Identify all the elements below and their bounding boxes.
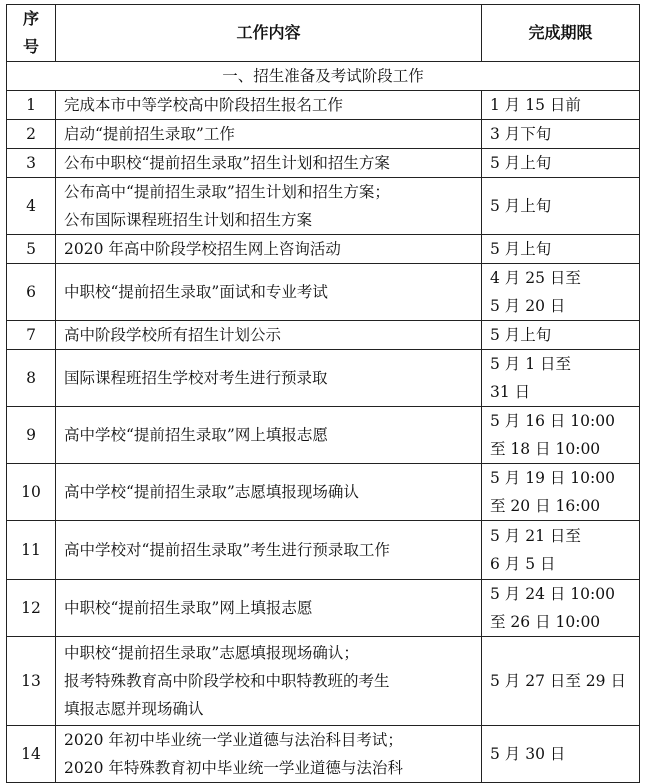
deadline-line: 5 月 30 日 <box>490 745 566 763</box>
task-line: 高中阶段学校所有招生计划公示 <box>64 326 282 344</box>
deadline-line: 5 月 24 日 10:00 <box>490 585 615 603</box>
deadline-line: 5 月上旬 <box>490 326 552 344</box>
row-number: 8 <box>7 350 56 407</box>
row-number: 2 <box>7 120 56 149</box>
row-deadline <box>482 350 640 407</box>
task-line: 2020 年高中阶段学校招生网上咨询活动 <box>64 240 341 258</box>
section-title: 一、招生准备及考试阶段工作 <box>7 62 640 91</box>
row-deadline <box>482 407 640 464</box>
deadline-line: 5 月 16 日 10:00 <box>490 412 615 430</box>
table-row <box>7 464 640 521</box>
row-number: 11 <box>7 521 56 580</box>
row-number: 9 <box>7 407 56 464</box>
section-row <box>7 62 640 91</box>
task-line: 中职校“提前招生录取”志愿填报现场确认； <box>64 644 359 662</box>
task-line: 中职校“提前招生录取”网上填报志愿 <box>64 599 313 617</box>
row-deadline <box>482 264 640 321</box>
row-number: 10 <box>7 464 56 521</box>
task-line: 报考特殊教育高中阶段学校和中职特教班的考生 <box>64 672 390 690</box>
deadline-line: 5 月 19 日 10:00 <box>490 469 615 487</box>
row-number: 6 <box>7 264 56 321</box>
table-row <box>7 178 640 235</box>
table-row <box>7 350 640 407</box>
header-row <box>7 5 640 62</box>
header-deadline: 完成期限 <box>482 5 640 62</box>
table-row <box>7 521 640 580</box>
task-line: 公布中职校“提前招生录取”招生计划和招生方案 <box>64 154 390 172</box>
deadline-line: 31 日 <box>490 383 531 401</box>
deadline-line: 至 20 日 16:00 <box>490 497 601 515</box>
row-task <box>56 407 482 464</box>
header-seq-line1: 序 <box>22 9 39 28</box>
header-content: 工作内容 <box>56 5 482 62</box>
deadline-line: 至 26 日 10:00 <box>490 613 601 631</box>
deadline-line: 5 月上旬 <box>490 154 552 172</box>
deadline-line: 1 月 15 日前 <box>490 96 581 114</box>
task-line: 高中学校“提前招生录取”网上填报志愿 <box>64 426 328 444</box>
task-line: 启动“提前招生录取”工作 <box>64 125 235 143</box>
task-line: 高中学校对“提前招生录取”考生进行预录取工作 <box>64 541 390 559</box>
row-deadline <box>482 149 640 178</box>
table-row <box>7 580 640 637</box>
row-deadline <box>482 521 640 580</box>
table-row <box>7 120 640 149</box>
deadline-line: 3 月下旬 <box>490 125 552 143</box>
row-task <box>56 580 482 637</box>
header-seq-line2: 号 <box>22 37 39 56</box>
table-row <box>7 726 640 783</box>
row-deadline <box>482 580 640 637</box>
task-line: 高中学校“提前招生录取”志愿填报现场确认 <box>64 483 359 501</box>
header-seq <box>7 5 56 62</box>
task-line: 公布高中“提前招生录取”招生计划和招生方案； <box>64 183 390 201</box>
row-task <box>56 637 482 726</box>
row-deadline <box>482 91 640 120</box>
table-row <box>7 91 640 120</box>
enrollment-schedule-table <box>6 4 640 783</box>
table-row <box>7 149 640 178</box>
row-deadline <box>482 321 640 350</box>
row-task <box>56 464 482 521</box>
deadline-line: 5 月 1 日至 <box>490 355 572 373</box>
row-number: 4 <box>7 178 56 235</box>
row-number: 7 <box>7 321 56 350</box>
row-task <box>56 521 482 580</box>
row-task <box>56 350 482 407</box>
table-row <box>7 264 640 321</box>
row-deadline <box>482 726 640 783</box>
task-line: 2020 年特殊教育初中毕业统一学业道德与法治科 <box>64 759 403 777</box>
task-line: 公布国际课程班招生计划和招生方案 <box>64 211 313 229</box>
row-task <box>56 726 482 783</box>
deadline-line: 5 月上旬 <box>490 197 552 215</box>
row-number: 5 <box>7 235 56 264</box>
row-task <box>56 91 482 120</box>
task-line: 填报志愿并现场确认 <box>64 700 204 718</box>
row-deadline <box>482 120 640 149</box>
deadline-line: 6 月 5 日 <box>490 555 556 573</box>
row-task <box>56 120 482 149</box>
deadline-line: 至 18 日 10:00 <box>490 440 601 458</box>
row-deadline <box>482 178 640 235</box>
row-number: 12 <box>7 580 56 637</box>
table-row <box>7 407 640 464</box>
row-task <box>56 264 482 321</box>
row-number: 3 <box>7 149 56 178</box>
deadline-line: 5 月 27 日至 29 日 <box>490 672 626 690</box>
row-task <box>56 321 482 350</box>
row-task <box>56 235 482 264</box>
table-row <box>7 637 640 726</box>
task-line: 完成本市中等学校高中阶段招生报名工作 <box>64 96 344 114</box>
deadline-line: 4 月 25 日至 <box>490 269 581 287</box>
deadline-line: 5 月 20 日 <box>490 297 566 315</box>
row-number: 1 <box>7 91 56 120</box>
row-deadline <box>482 235 640 264</box>
row-number: 13 <box>7 637 56 726</box>
row-task <box>56 178 482 235</box>
deadline-line: 5 月 21 日至 <box>490 527 581 545</box>
row-number: 14 <box>7 726 56 783</box>
table-row <box>7 235 640 264</box>
task-line: 中职校“提前招生录取”面试和专业考试 <box>64 283 328 301</box>
task-line: 国际课程班招生学校对考生进行预录取 <box>64 369 328 387</box>
row-deadline <box>482 637 640 726</box>
row-task <box>56 149 482 178</box>
table-row <box>7 321 640 350</box>
deadline-line: 5 月上旬 <box>490 240 552 258</box>
task-line: 2020 年初中毕业统一学业道德与法治科目考试； <box>64 731 403 749</box>
row-deadline <box>482 464 640 521</box>
